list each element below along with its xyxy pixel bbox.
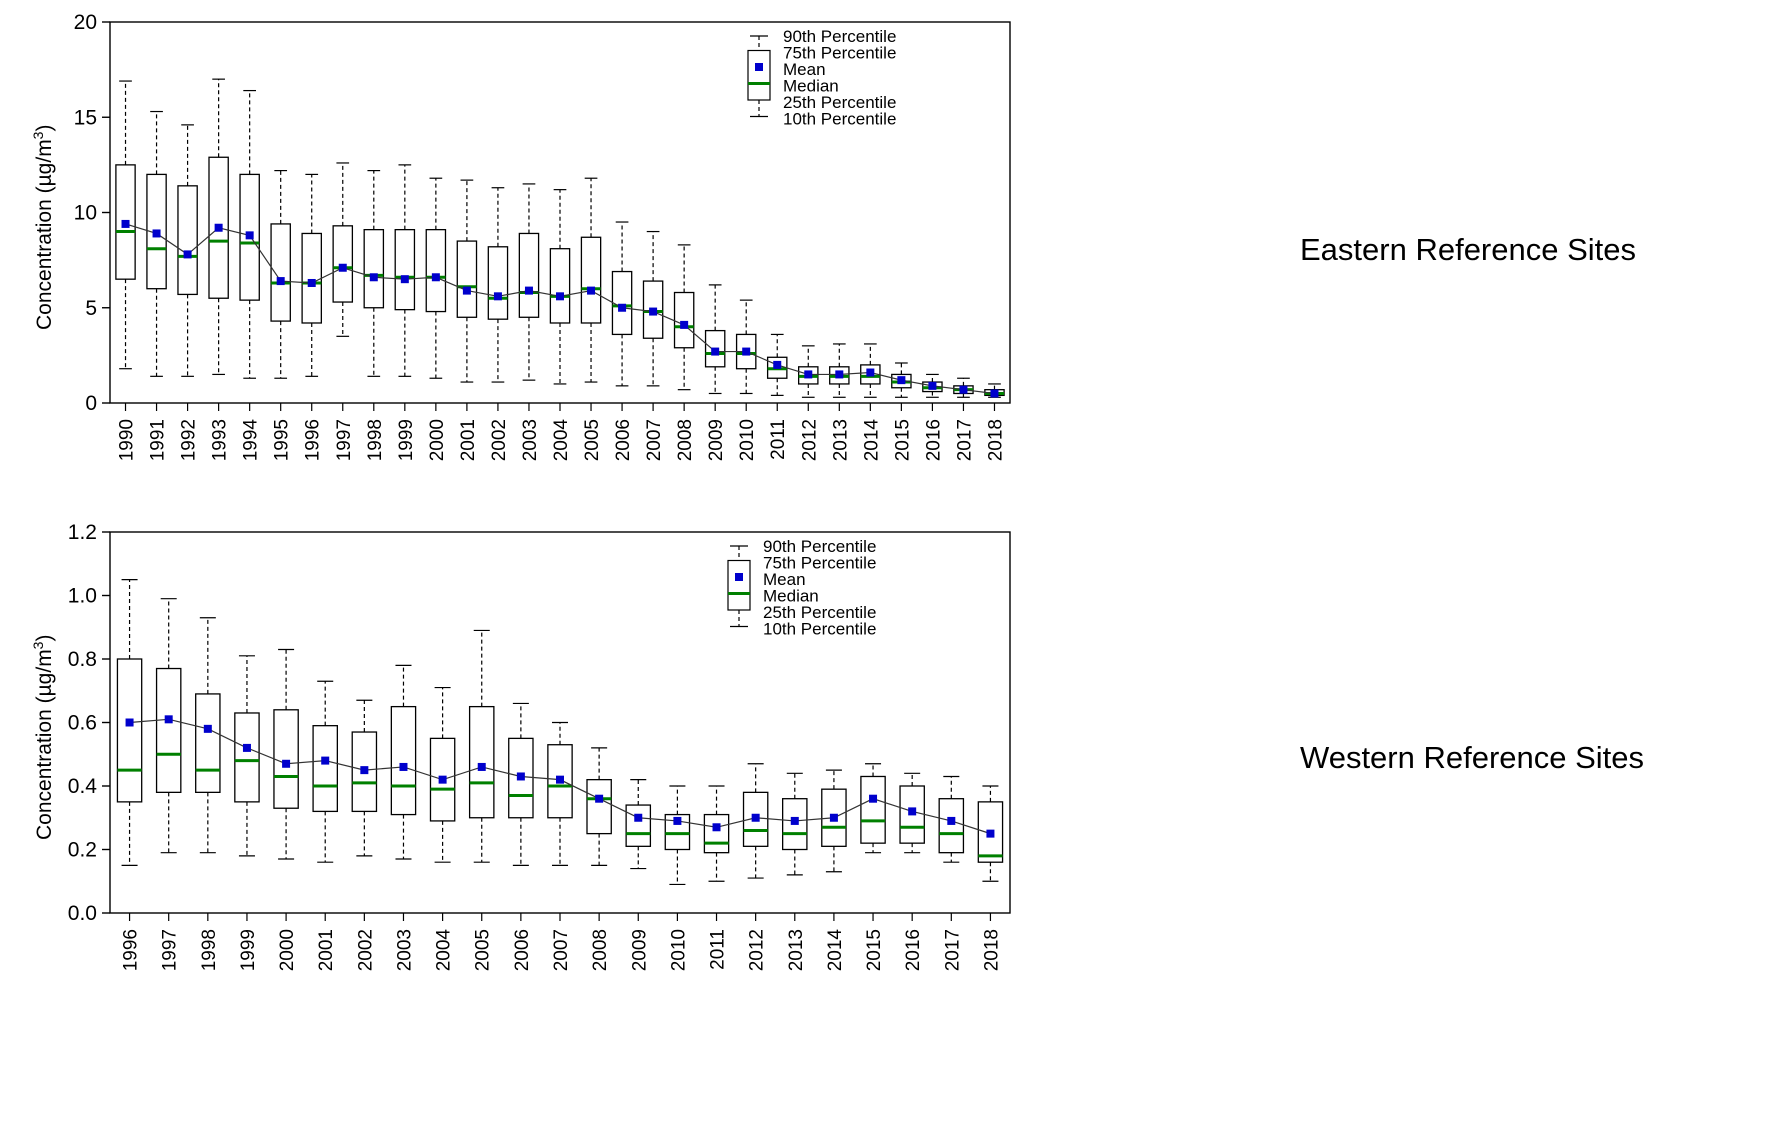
legend-item-4: 25th Percentile — [763, 603, 877, 622]
legend-item-3: Median — [763, 586, 819, 606]
plot-area-western — [0, 510, 1180, 1130]
chart-panel-western — [0, 510, 1180, 1130]
x-tick-label: 2017 — [954, 419, 976, 462]
x-tick-label: 2003 — [519, 419, 541, 462]
y-tick-label: 0 — [85, 392, 97, 415]
x-tick-label: 2016 — [903, 929, 925, 972]
x-tick-label: 1998 — [198, 929, 220, 972]
x-tick-label: 2014 — [824, 929, 846, 972]
legend-item-1: 75th Percentile — [783, 43, 897, 63]
y-axis-title-western: Concentration $(\mu g/m^3)$ — [30, 634, 56, 840]
x-tick-label: 2008 — [675, 419, 697, 462]
x-tick-label: 1995 — [271, 419, 293, 462]
x-tick-label: 2010 — [668, 929, 690, 972]
x-tick-label: 2015 — [892, 419, 914, 462]
x-tick-label: 2016 — [923, 419, 945, 462]
eastern-sites-label: Eastern Reference Sites — [1300, 232, 1637, 267]
legend-item-4: 25th Percentile — [783, 93, 897, 112]
y-tick-label: 5 — [85, 296, 97, 320]
western-sites-label: Western Reference Sites — [1300, 740, 1645, 775]
legend-item-5: 10th Percentile — [763, 619, 877, 639]
x-tick-label: 1999 — [395, 419, 417, 462]
boxplot-svg-western — [0, 510, 1180, 1130]
x-tick-label: 1996 — [120, 929, 142, 972]
plot-area-eastern — [0, 0, 1180, 515]
x-tick-label: 2008 — [590, 929, 612, 972]
chart-panel-eastern — [0, 0, 1180, 515]
x-tick-label: 1991 — [147, 419, 169, 462]
y-tick-label: 0.0 — [67, 902, 97, 925]
x-tick-label: 2004 — [433, 929, 455, 972]
x-tick-label: 2013 — [830, 419, 852, 462]
x-tick-label: 2015 — [864, 929, 886, 972]
y-tick-label: 1.0 — [67, 584, 97, 608]
x-tick-label: 2003 — [394, 929, 416, 972]
x-tick-label: 2002 — [355, 929, 377, 972]
y-tick-label: 0.8 — [67, 648, 97, 671]
x-tick-label: 2006 — [511, 929, 533, 972]
y-axis-title-eastern: Concentration $(\mu g/m^3)$ — [30, 124, 56, 330]
y-tick-label: 0.4 — [67, 775, 97, 798]
x-tick-label: 1993 — [209, 419, 231, 462]
y-tick-label: 0.6 — [67, 711, 97, 735]
x-tick-label: 2004 — [551, 419, 572, 462]
x-tick-label: 2002 — [488, 419, 510, 462]
x-tick-label: 2012 — [746, 929, 768, 972]
x-tick-label: 2006 — [613, 419, 635, 462]
legend-item-0: 90th Percentile — [783, 27, 897, 46]
x-tick-label: 2012 — [799, 419, 821, 462]
y-tick-label: 1.2 — [67, 521, 97, 544]
x-tick-label: 2013 — [785, 929, 807, 972]
x-tick-label: 1992 — [178, 419, 200, 462]
y-tick-label: 15 — [73, 106, 97, 130]
x-tick-label: 1996 — [302, 419, 324, 462]
y-tick-label: 20 — [73, 11, 97, 34]
x-tick-label: 2005 — [582, 419, 604, 462]
x-tick-label: 2018 — [985, 419, 1007, 462]
x-tick-label: 2014 — [861, 419, 883, 462]
x-tick-label: 2000 — [277, 929, 299, 972]
x-tick-label: 2001 — [457, 419, 479, 462]
x-tick-label: 2009 — [629, 929, 651, 972]
legend-item-2: Mean — [783, 60, 826, 79]
x-tick-label: 2011 — [768, 419, 790, 460]
x-tick-label: 1997 — [159, 929, 181, 972]
x-tick-label: 2009 — [706, 419, 728, 462]
x-tick-label: 2007 — [551, 929, 572, 972]
boxplot-svg-eastern — [0, 0, 1180, 515]
y-tick-label: 0.2 — [67, 838, 97, 862]
x-tick-label: 2010 — [737, 419, 759, 462]
x-tick-label: 2018 — [981, 929, 1003, 972]
x-tick-label: 2001 — [316, 929, 338, 972]
x-tick-label: 1997 — [333, 419, 355, 462]
y-tick-label: 10 — [73, 201, 97, 225]
x-tick-label: 2007 — [644, 419, 666, 462]
x-tick-label: 2011 — [707, 929, 729, 970]
x-tick-label: 1990 — [116, 419, 138, 462]
legend-item-5: 10th Percentile — [783, 109, 897, 129]
x-tick-label: 1998 — [364, 419, 386, 462]
x-tick-label: 2017 — [942, 929, 964, 972]
x-tick-label: 1999 — [237, 929, 259, 972]
legend-item-2: Mean — [763, 570, 806, 589]
legend-item-3: Median — [783, 76, 839, 96]
legend-item-0: 90th Percentile — [763, 537, 877, 556]
x-tick-label: 2005 — [472, 929, 494, 972]
x-tick-label: 1994 — [240, 419, 262, 462]
legend-item-1: 75th Percentile — [763, 553, 877, 573]
x-tick-label: 2000 — [426, 419, 448, 462]
